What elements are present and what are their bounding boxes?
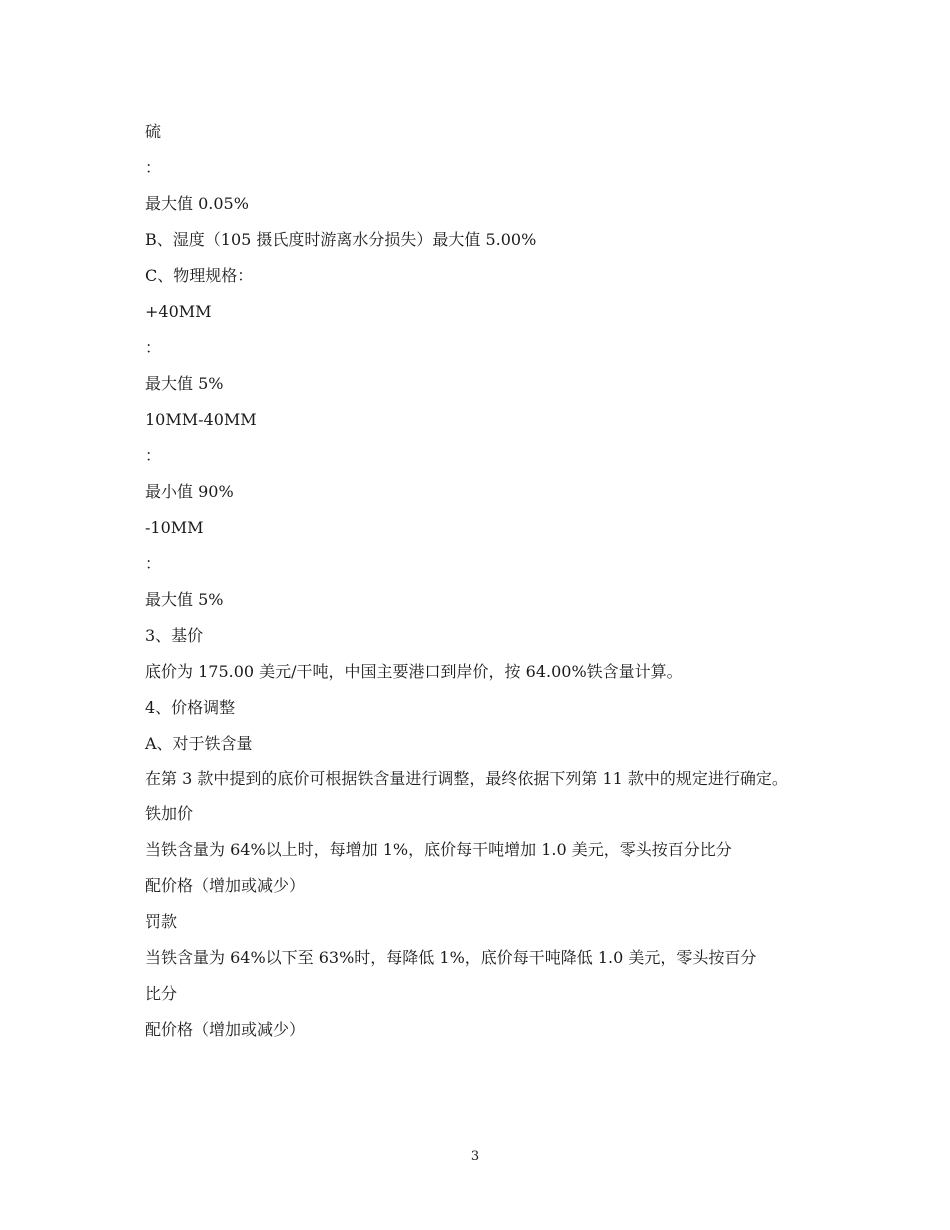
page-number: 3 [470,1149,480,1164]
iron-bonus-text: 当铁含量为 64%以上时，每增加 1%，底价每干吨增加 1.0 美元，零头按百分比分 [145,840,732,859]
text-line: ： [145,446,162,465]
penalty-text: 比分 [145,984,178,1003]
text-line: 底价为 175.00 美元/干吨，中国主要港口到岸价，按 64.00%铁含量计算。 [145,662,683,681]
iron-bonus-title: 铁加价 [145,804,194,823]
text-line: 最小值 90% [145,482,234,501]
penalty-text: 当铁含量为 64%以下至 63%时，每降低 1%，底价每干吨降低 1.0 美元，零头按百分 [145,948,757,967]
iron-bonus-text: 配价格（增加或减少） [145,876,306,895]
text-line: 最大值 5% [145,374,224,393]
penalty-title: 罚款 [145,912,178,931]
text-line: +40MM [145,302,212,321]
text-line: B、湿度（105 摄氏度时游离水分损失）最大值 5.00% [145,230,537,249]
section-heading-price-adjustment: 4、价格调整 [145,698,236,717]
text-line: -10MM [145,518,204,537]
document-body [145,114,810,1048]
paragraph-adjustment: 在第 3 款中提到的底价可根据铁含量进行调整，最终依据下列第 11 款中的规定进行确定。 [145,769,788,788]
text-line: ： [145,158,162,177]
text-line: C、物理规格： [145,266,254,285]
text-line: 最大值 0.05% [145,194,249,213]
text-line: 硫 [145,122,162,141]
text-line: 10MM-40MM [145,410,257,429]
text-line: ： [145,554,162,573]
text-line: ： [145,338,162,357]
subsection-heading-iron-content: A、对于铁含量 [145,734,253,753]
section-heading-base-price: 3、基价 [145,626,204,645]
text-line: 最大值 5% [145,590,224,609]
penalty-text: 配价格（增加或减少） [145,1020,306,1039]
